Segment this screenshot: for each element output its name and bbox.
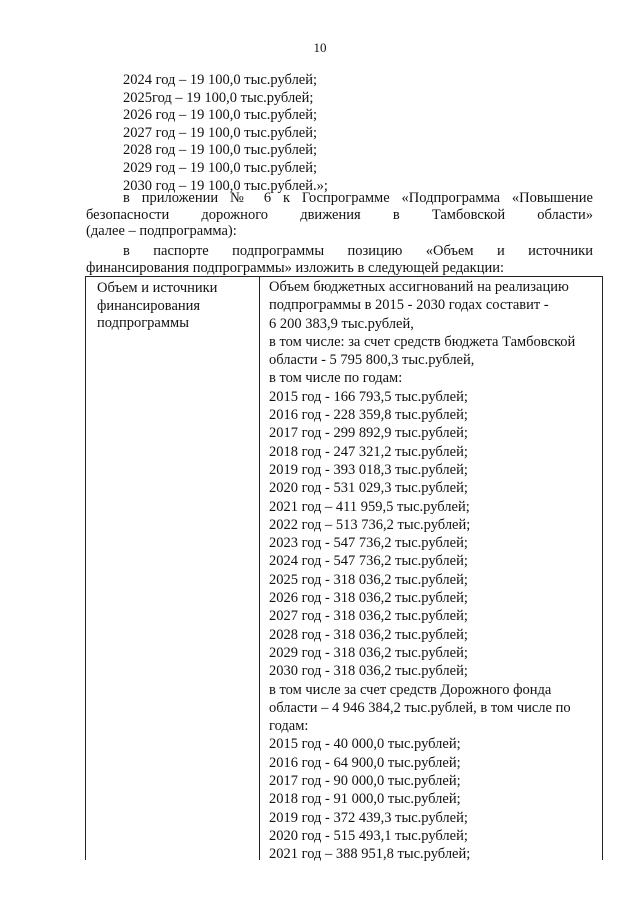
cell-line: 2018 год - 247 321,2 тыс.рублей;: [269, 443, 468, 460]
cell-line: 2030 год - 318 036,2 тыс.рублей;: [269, 663, 468, 680]
paragraph-line: финансирования подпрограммы» изложить в следующей редакции:: [86, 259, 505, 276]
cell-line: 2019 год - 372 439,3 тыс.рублей;: [269, 809, 468, 826]
cell-line: в том числе: за счет средств бюджета Тамбовской: [269, 333, 576, 350]
cell-line: 6 200 383,9 тыс.рублей,: [269, 315, 414, 332]
year-list-item: 2030 год – 19 100,0 тыс.рублей.»;: [123, 177, 328, 194]
cell-line: в том числе за счет средств Дорожного фонда: [269, 681, 552, 698]
paragraph-line: (далее – подпрограмма):: [86, 223, 237, 239]
cell-line: области - 5 795 800,3 тыс.рублей,: [269, 352, 475, 369]
paragraph-passport: [86, 243, 593, 276]
year-list: [123, 72, 328, 195]
paragraph-appendix: [86, 190, 593, 240]
cell-line: подпрограммы в 2015 - 2030 годах составит -: [269, 297, 549, 314]
year-list-item: 2024 год – 19 100,0 тыс.рублей;: [123, 72, 318, 88]
cell-line: годам:: [269, 718, 309, 735]
cell-line: 2015 год - 40 000,0 тыс.рублей;: [269, 736, 461, 753]
cell-line: в том числе по годам:: [269, 370, 403, 387]
cell-line: 2021 год – 411 959,5 тыс.рублей;: [269, 498, 470, 515]
year-list-item: 2026 год – 19 100,0 тыс.рублей;: [123, 107, 318, 124]
table-cell-heading: [97, 280, 217, 333]
paragraph-line: безопасности дорожного движения в Тамбовской области»: [86, 206, 593, 223]
table-cell-content: [269, 278, 594, 864]
cell-line: 2017 год - 299 892,9 тыс.рублей;: [269, 425, 468, 442]
cell-line: Объем и источники: [97, 280, 218, 296]
year-list-item: 2028 год – 19 100,0 тыс.рублей;: [123, 142, 318, 159]
cell-line: 2017 год - 90 000,0 тыс.рублей;: [269, 773, 461, 790]
cell-line: 2028 год - 318 036,2 тыс.рублей;: [269, 626, 468, 643]
cell-line: 2022 год – 513 736,2 тыс.рублей;: [269, 516, 471, 533]
cell-line: 2019 год - 393 018,3 тыс.рублей;: [269, 461, 468, 478]
paragraph-line: в приложении № 6 к Госпрограмме «Подпрограмма «Повышение: [123, 190, 593, 206]
cell-line: 2026 год - 318 036,2 тыс.рублей;: [269, 590, 468, 607]
cell-line: Объем бюджетных ассигнований на реализацию: [269, 279, 569, 295]
cell-line: 2015 год - 166 793,5 тыс.рублей;: [269, 388, 468, 405]
cell-line: области – 4 946 384,2 тыс.рублей, в том числе по: [269, 699, 571, 716]
cell-line: подпрограммы: [97, 315, 189, 331]
cell-line: 2021 год – 388 951,8 тыс.рублей;: [269, 846, 471, 863]
cell-line: 2024 год - 547 736,2 тыс.рублей;: [269, 553, 468, 570]
cell-line: 2029 год - 318 036,2 тыс.рублей;: [269, 644, 468, 661]
paragraph-line: в паспорте подпрограммы позицию «Объем и источники: [123, 243, 593, 259]
cell-line: 2023 год - 547 736,2 тыс.рублей;: [269, 535, 468, 552]
year-list-item: 2029 год – 19 100,0 тыс.рублей;: [123, 159, 318, 176]
cell-line: 2027 год - 318 036,2 тыс.рублей;: [269, 608, 468, 625]
year-list-item: 2027 год – 19 100,0 тыс.рублей;: [123, 124, 318, 141]
cell-line: 2018 год - 91 000,0 тыс.рублей;: [269, 791, 461, 808]
cell-line: 2020 год - 531 029,3 тыс.рублей;: [269, 480, 468, 497]
cell-line: 2025 год - 318 036,2 тыс.рублей;: [269, 571, 468, 588]
cell-line: 2020 год - 515 493,1 тыс.рублей;: [269, 827, 468, 844]
funding-table: [85, 276, 603, 863]
page-number: 10: [313, 40, 327, 55]
year-list-item: 2025год – 19 100,0 тыс.рублей;: [123, 89, 314, 106]
cell-line: финансирования: [97, 297, 201, 314]
cell-line: 2016 год - 228 359,8 тыс.рублей;: [269, 407, 468, 424]
cell-line: 2016 год - 64 900,0 тыс.рублей;: [269, 754, 461, 771]
table-column-divider: [259, 277, 260, 860]
